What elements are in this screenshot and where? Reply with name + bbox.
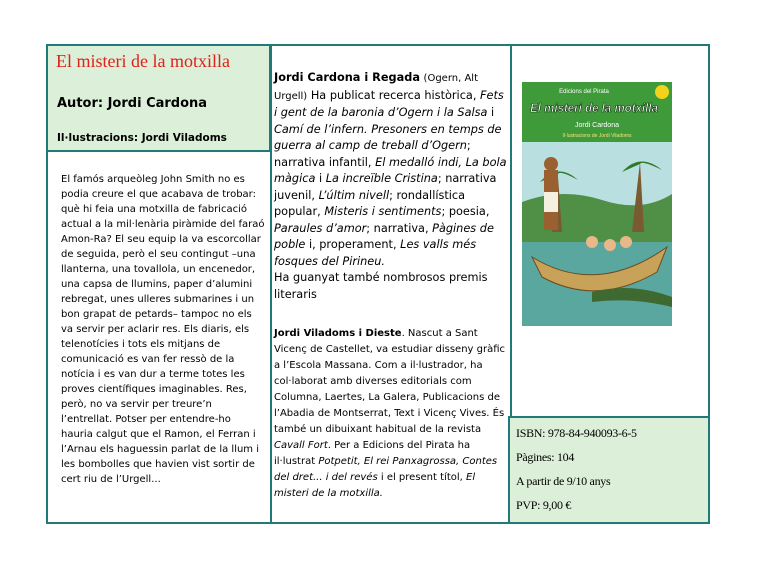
- price: PVP: 9,00 €: [516, 498, 572, 512]
- bio-text: . Nascut a Sant Vicenç de Castellet, va estudiar disseny gràfic a l’Escola Massana. Com a il·lustrador, ha col·laborat amb diverses editorials com Columna, Laertes, La Galera, Publicacions de l’Abadia de Montserrat, Text i Vicenç Vives. És també un dibuixant habitual de la revista: [274, 328, 506, 435]
- bio-text: ; narrativa,: [366, 221, 429, 235]
- bio-text: i: [318, 172, 323, 185]
- bio-text: i, properament,: [308, 238, 397, 251]
- work-title: Les valls més fosques del Pirineu.: [274, 238, 477, 268]
- bio-text: ; rondallística popular,: [274, 188, 466, 218]
- book-sheet: [46, 44, 710, 524]
- work-title: Cavall Fort: [274, 440, 328, 451]
- cover-publisher: Edicions del Pirata: [559, 89, 609, 95]
- book-title: El misteri de la motxilla: [56, 51, 230, 71]
- author-origin: (Ogern, Alt Urgell): [274, 73, 478, 102]
- cover-author: Jordi Cardona: [575, 122, 619, 129]
- work-title: El medalló indi, La bola màgica: [274, 155, 507, 185]
- info-panel: [510, 416, 708, 522]
- pages: Pàgines: 104: [516, 450, 575, 464]
- work-title: El misteri de la motxilla.: [274, 472, 476, 499]
- bio-text: Ha publicat recerca històrica,: [310, 88, 477, 102]
- title-panel: [48, 46, 271, 152]
- bio-text: ; poesia,: [441, 205, 490, 218]
- work-title: La increïble Cristina: [325, 172, 438, 185]
- work-title: Potpetit, El rei Panxagrossa, Contes del dret... i del revés: [274, 456, 498, 483]
- bio-text: i el present títol,: [380, 472, 463, 483]
- pirate-logo-icon: [655, 85, 669, 99]
- illustrator-bio: [274, 326, 508, 502]
- synopsis-text: El famós arqueòleg John Smith no es podia creure el que acabava de trobar: què hi feia una motxilla de fabricació actual a la mil·lenària piràmide del faraó Amon-Ra? El seu equip la va escorcollar de seguida, però el seu contingut –una llanterna, una tovallola, un encenedor, una capsa de llumins, paper d’alumini rebregat, unes ulleres submarines i un bon grapat de petards– tampoc no els va servir per aclarir res. Els diaris, els telenotícies i tots els mitjans de comunicació es van fer ressò de la notícia i es van dur a terme totes les proves científiques imaginables. Res, però, no va servir per treure’n l’entrellat. Potser per entendre-ho hauria calgut que el Ramon, el Ferran i l’Arnau els haguessin parlat de la llum i les bombolles que havien vist sortir de cert riu de l’Urgell...: [61, 174, 265, 485]
- author-name: Jordi Cardona i Regada: [274, 71, 420, 84]
- author-line: Autor: Jordi Cardona: [57, 96, 208, 111]
- work-title: Fets i gent de la baronia d’Ogern i la Salsa: [274, 88, 504, 119]
- illustrator-name: Jordi Viladoms i Dieste: [274, 328, 402, 339]
- illustrator-line: Il·lustracions: Jordi Viladoms: [57, 132, 227, 144]
- cover-title: El misteri de la motxilla: [530, 103, 658, 115]
- awards-text: Ha guanyat també nombrosos premis literaris: [274, 271, 488, 301]
- author-bio: [274, 70, 508, 303]
- bio-text: i: [491, 106, 495, 119]
- bio-text: . Per a Edicions del Pirata ha il·lustrat: [274, 440, 471, 467]
- work-title: Pàgines de poble: [274, 221, 494, 251]
- cover-illustration: [522, 82, 672, 326]
- book-cover: [522, 82, 672, 326]
- cover-illustrator: Il·lustracions de Jordi Viladoms: [562, 133, 632, 139]
- isbn: ISBN: 978-84-940093-6-5: [516, 426, 637, 440]
- age-range: A partir de 9/10 anys: [516, 474, 611, 488]
- work-title: Camí de l’infern. Presoners en temps de guerra al camp de treball d’Ogern: [274, 122, 502, 152]
- work-title: Misteris i sentiments: [324, 205, 442, 218]
- work-title: L’últim nivell: [318, 188, 390, 202]
- work-title: Paraules d’amor: [274, 221, 367, 235]
- bio-text: ; narrativa juvenil,: [274, 172, 497, 202]
- bio-text: ; narrativa infantil,: [274, 139, 471, 169]
